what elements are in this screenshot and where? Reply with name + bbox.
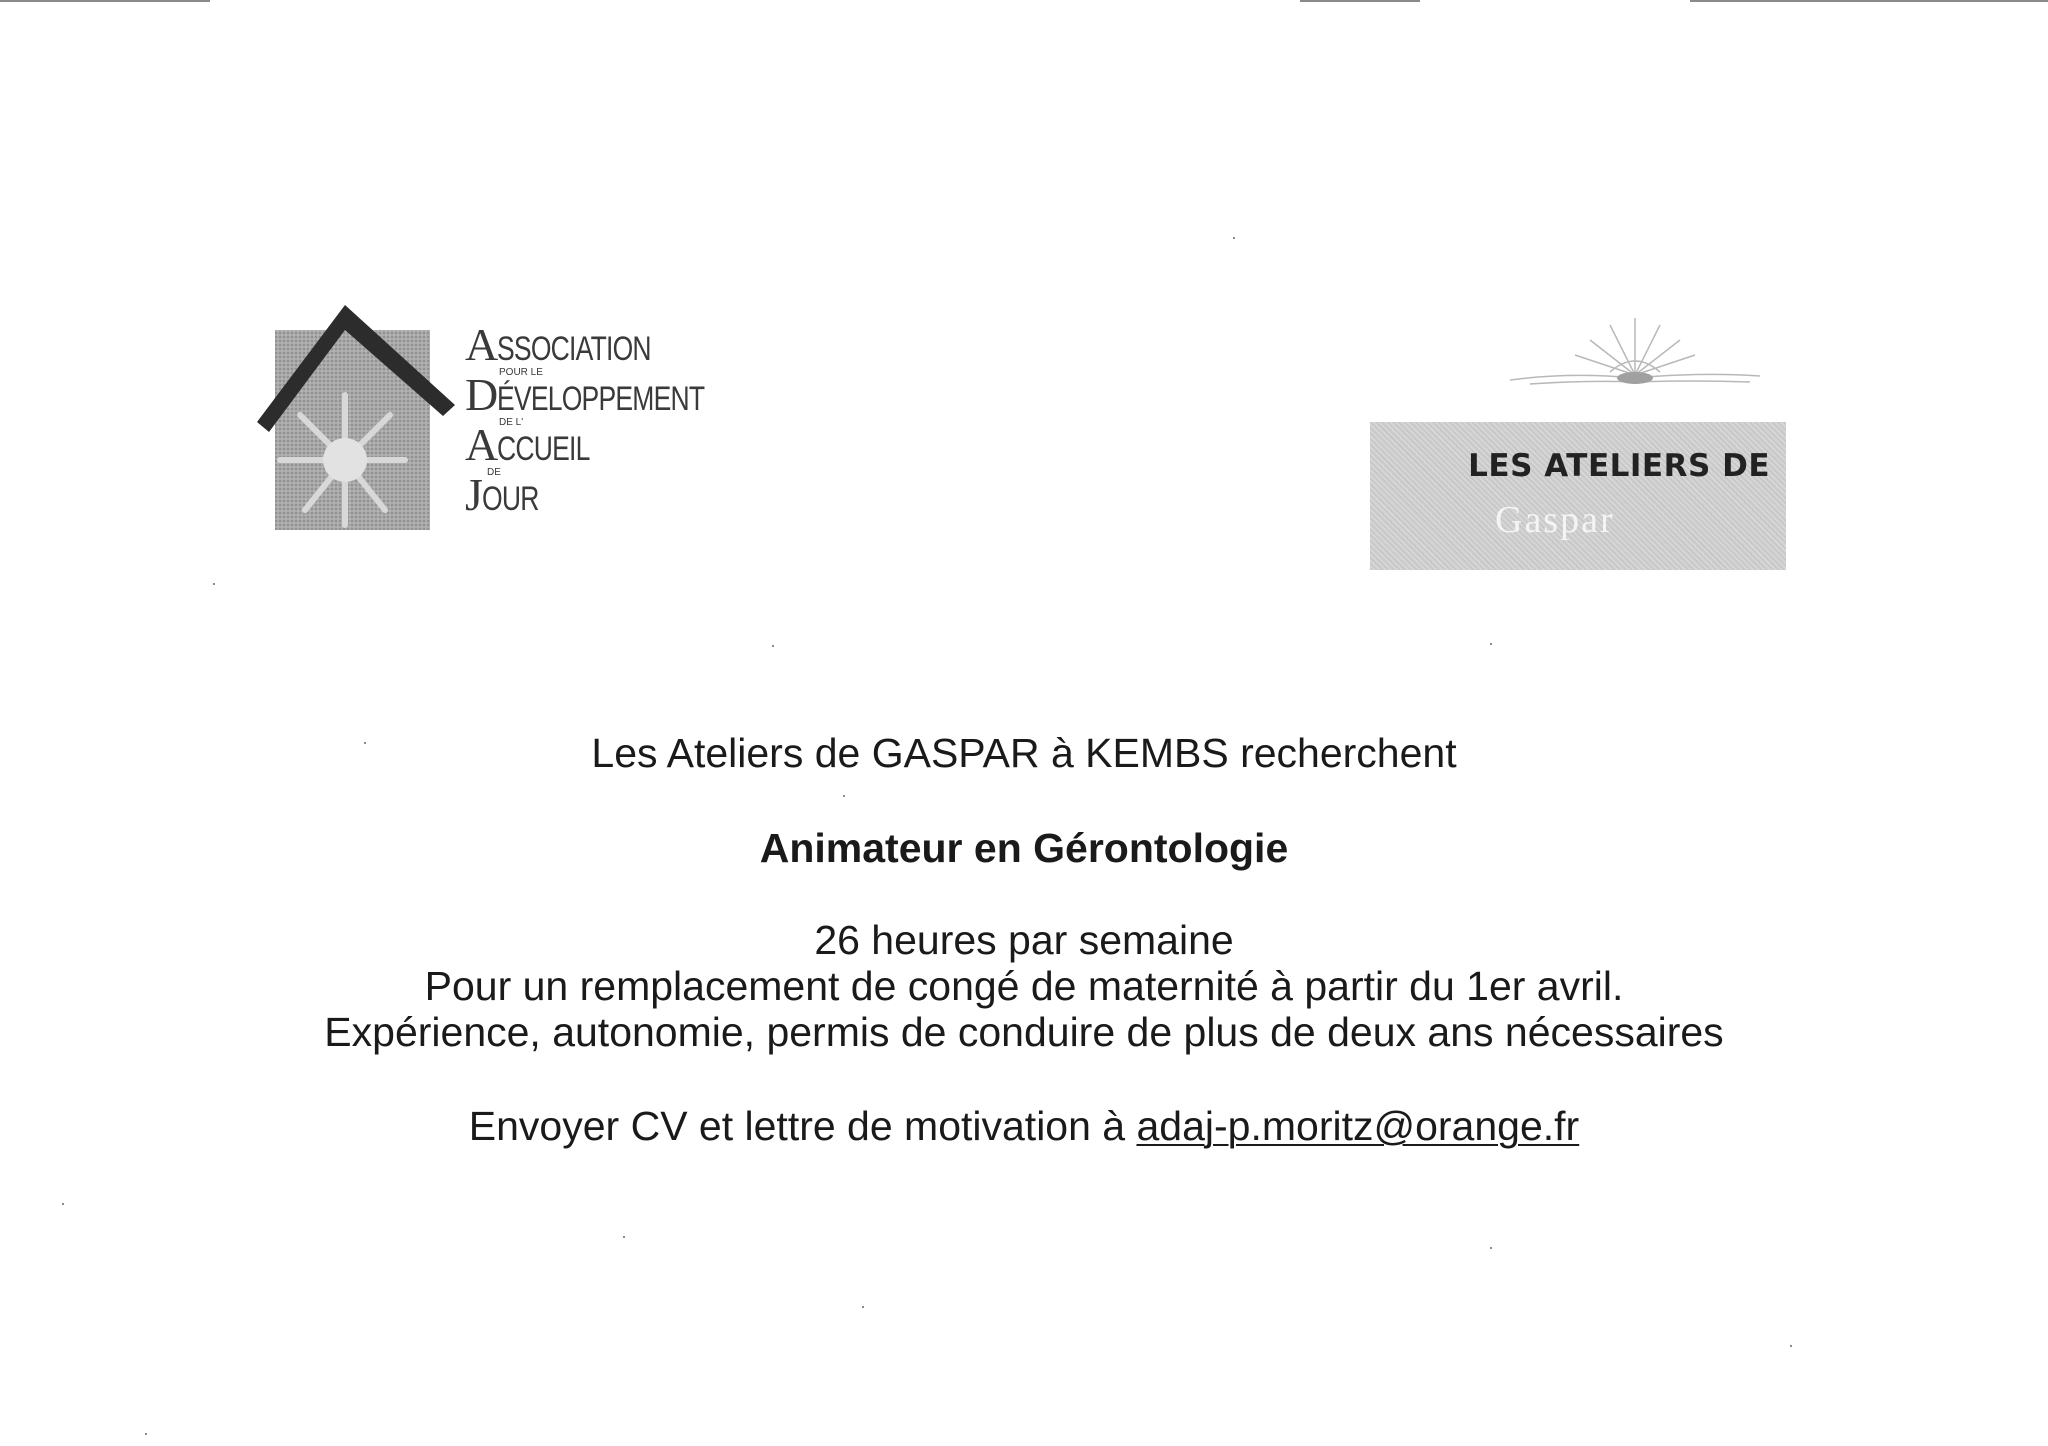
scan-speck (772, 645, 774, 647)
adaj-small-word: DE L' (499, 417, 524, 428)
adaj-line (465, 417, 763, 472)
gaspar-logo (1370, 310, 1790, 570)
adaj-word: CCUEIL (497, 430, 590, 468)
email-link[interactable]: adaj-p.moritz@orange.fr (1136, 1103, 1580, 1149)
scan-speck (213, 583, 215, 585)
adaj-word: ÉVELOPPEMENT (497, 380, 705, 418)
adaj-logo-text (465, 319, 763, 522)
send-prefix: Envoyer CV et lettre de motivation à (468, 1103, 1137, 1149)
adaj-initial: A (465, 319, 498, 370)
job-requirements: Expérience, autonomie, permis de conduire de plus de deux ans nécessaires (324, 1009, 1724, 1055)
scan-speck (62, 1203, 64, 1205)
scan-speck (623, 1236, 625, 1238)
adaj-line (465, 467, 763, 522)
adaj-line (465, 367, 763, 422)
gaspar-logo-title: LES ATELIERS DE (1468, 448, 1770, 484)
adaj-initial: A (465, 419, 498, 470)
scan-speck (862, 1306, 864, 1308)
scan-edge-mark (0, 0, 210, 2)
scan-edge-mark (1690, 0, 2048, 2)
scan-edge-mark (1300, 0, 1420, 2)
gaspar-logo-box (1370, 422, 1786, 570)
job-hours: 26 heures par semaine (814, 917, 1234, 963)
scan-speck (1490, 1247, 1492, 1249)
scan-speck (1233, 237, 1235, 239)
scan-speck (1790, 1345, 1792, 1347)
adaj-logo (255, 300, 735, 540)
adaj-initial: J (465, 469, 482, 520)
adaj-word: SSOCIATION (497, 330, 652, 368)
adaj-initial: D (465, 369, 498, 420)
adaj-word: OUR (481, 480, 539, 518)
announcement-intro: Les Ateliers de GASPAR à KEMBS recherchent (591, 730, 1457, 776)
job-replacement: Pour un remplacement de congé de maternité à partir du 1er avril. (424, 963, 1624, 1009)
house-sun-icon (255, 300, 470, 540)
adaj-small-word: DE (487, 467, 501, 478)
sunrise-icon (1510, 310, 1760, 410)
gaspar-logo-name: Gaspar (1495, 499, 1615, 541)
scan-speck (843, 795, 845, 797)
adaj-small-word: POUR LE (499, 367, 543, 378)
adaj-line (465, 319, 763, 372)
job-title: Animateur en Gérontologie (759, 825, 1289, 871)
scan-speck (1490, 643, 1492, 645)
send-instructions (0, 1103, 2048, 1150)
scan-speck (145, 1433, 147, 1435)
